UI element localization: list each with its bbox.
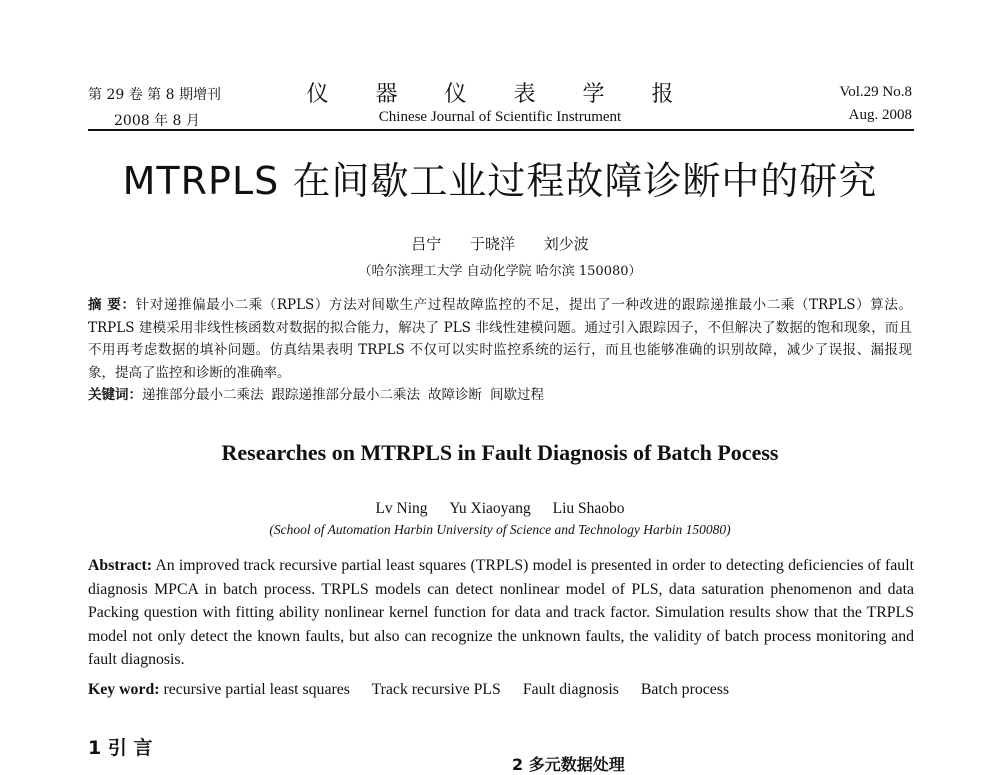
journal-title-cn: 仪 器 仪 表 学 报 xyxy=(306,82,694,107)
keyword-en: recursive partial least squares xyxy=(163,681,350,698)
keywords-cn xyxy=(88,384,912,407)
abstract-en xyxy=(88,554,914,672)
author-cn: 吕宁 xyxy=(411,235,442,253)
journal-title-en: Chinese Journal of Scientific Instrument xyxy=(378,109,622,125)
paper-title-en: Researches on MTRPLS in Fault Diagnosis of Batch Pocess xyxy=(221,440,779,465)
author-cn: 刘少波 xyxy=(543,235,589,253)
abstract-cn-label: 摘 要： xyxy=(88,297,136,313)
volume-number: Vol.29 No.8 xyxy=(839,84,912,100)
affiliation-cn: （哈尔滨理工大学 自动化学院 哈尔滨 150080） xyxy=(358,264,642,279)
keywords-cn-label: 关键词： xyxy=(88,387,142,403)
publication-date: 2008 年 8 月 xyxy=(114,113,200,129)
keywords-en xyxy=(88,681,914,699)
abstract-en-label: Abstract: xyxy=(88,557,153,574)
abstract-cn-text: 针对递推偏最小二乘（RPLS）方法对间歇生产过程故障监控的不足，提出了一种改进的跟踪递推最小二乘（TRPLS）算法。TRPLS 建模采用非线性核函数对数据的拟合能力，解决了 PLS 非线性建模问题。通过引入跟踪因子，不但解决了数据的饱和现象，而且不用再考虑数据的填补问题。仿真结果表明 TRPLS 不仅可以实时监控系统的运行，而且也能够准确的识别故障，减少了误报、漏报现象，提高了监控和诊断的准确率。 xyxy=(88,297,912,381)
author-en: Yu Xiaoyang xyxy=(449,500,531,517)
author-en: Lv Ning xyxy=(375,500,428,517)
header-rule xyxy=(88,129,914,131)
abstract-en-text: An improved track recursive partial least squares (TRPLS) model is presented in order to detecting deficiencies of fault diagnosis MPCA in batch process. TRPLS models can detect nonlinear model of PLS, data saturation phenomenon and data Packing question with fitting ability nonlinear kernel function for data and track factor. Simulation results show that the TRPLS model not only detect the known faults, but also can recognize the unknown faults, the validity of batch process monitoring and fault diagnosis. xyxy=(88,557,914,668)
abstract-cn xyxy=(88,294,912,407)
issue-date: Aug. 2008 xyxy=(848,107,912,123)
author-en: Liu Shaobo xyxy=(552,500,625,517)
keyword-cn: 递推部分最小二乘法 xyxy=(142,387,264,403)
keyword-en: Fault diagnosis xyxy=(522,681,619,698)
keywords-en-label: Key word: xyxy=(88,681,160,698)
keyword-cn: 间歇过程 xyxy=(490,387,544,403)
authors-en xyxy=(0,500,1000,518)
keyword-cn: 故障诊断 xyxy=(428,387,482,403)
section-heading-partial: 2 多元数据处理 xyxy=(512,755,625,774)
keyword-en: Batch process xyxy=(640,681,730,698)
section-heading-introduction: 1 引 言 xyxy=(88,737,153,759)
keyword-en: Track recursive PLS xyxy=(371,681,501,698)
volume-issue: 第 29 卷 第 8 期增刊 xyxy=(88,87,221,103)
paper-title-cn: MTRPLS 在间歇工业过程故障诊断中的研究 xyxy=(122,159,878,203)
author-cn: 于晓洋 xyxy=(469,235,515,253)
header-right xyxy=(839,84,912,124)
authors-cn xyxy=(0,233,1000,254)
keyword-cn: 跟踪递推部分最小二乘法 xyxy=(271,387,420,403)
affiliation-en: (School of Automation Harbin University of Science and Technology Harbin 150080) xyxy=(269,522,731,537)
